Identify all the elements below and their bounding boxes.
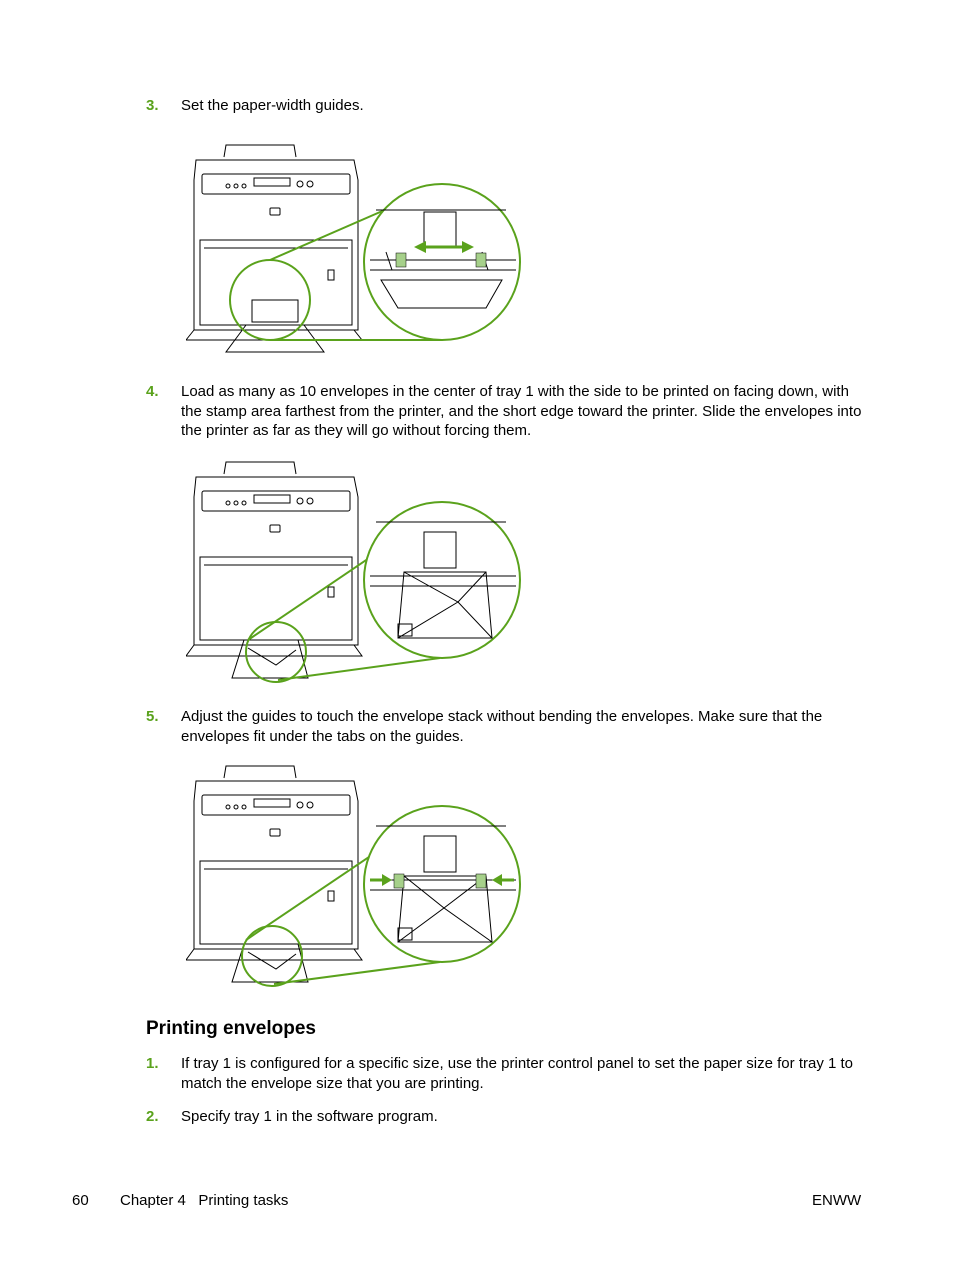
- figure-load-envelopes: [186, 460, 526, 685]
- step-text: Load as many as 10 envelopes in the center of tray 1 with the side to be printed on facing down, with the stamp area farthest from the printer, and the short edge toward the printer. Slide the envelopes into the printer as far as they will go without forcing them.: [181, 383, 862, 439]
- step-text: Adjust the guides to touch the envelope stack without bending the envelopes. Make sure that the envelopes fit under the tabs on the guides.: [181, 708, 823, 745]
- step-text: Specify tray 1 in the software program.: [181, 1108, 438, 1125]
- section-title: Printing envelopes: [146, 1018, 316, 1039]
- step-number: 3.: [146, 97, 159, 114]
- printer-illustration-adjust: [186, 764, 526, 989]
- figure-set-guides: [186, 140, 526, 355]
- page-number: 60: [72, 1192, 89, 1209]
- step-text: Set the paper-width guides.: [181, 97, 364, 114]
- footer-right-label: ENWW: [812, 1192, 862, 1209]
- step-number: 4.: [146, 383, 159, 400]
- printer-illustration-guides: [186, 140, 526, 355]
- step-number: 5.: [146, 708, 159, 725]
- step-number: 1.: [146, 1055, 159, 1072]
- step-number: 2.: [146, 1108, 159, 1125]
- chapter-label: Chapter 4 Printing tasks: [120, 1192, 289, 1209]
- step-text: If tray 1 is configured for a specific size, use the printer control panel to set the paper size for tray 1 to match the envelope size that you are printing.: [181, 1055, 854, 1092]
- printer-illustration-load: [186, 460, 526, 685]
- figure-adjust-guides: [186, 764, 526, 989]
